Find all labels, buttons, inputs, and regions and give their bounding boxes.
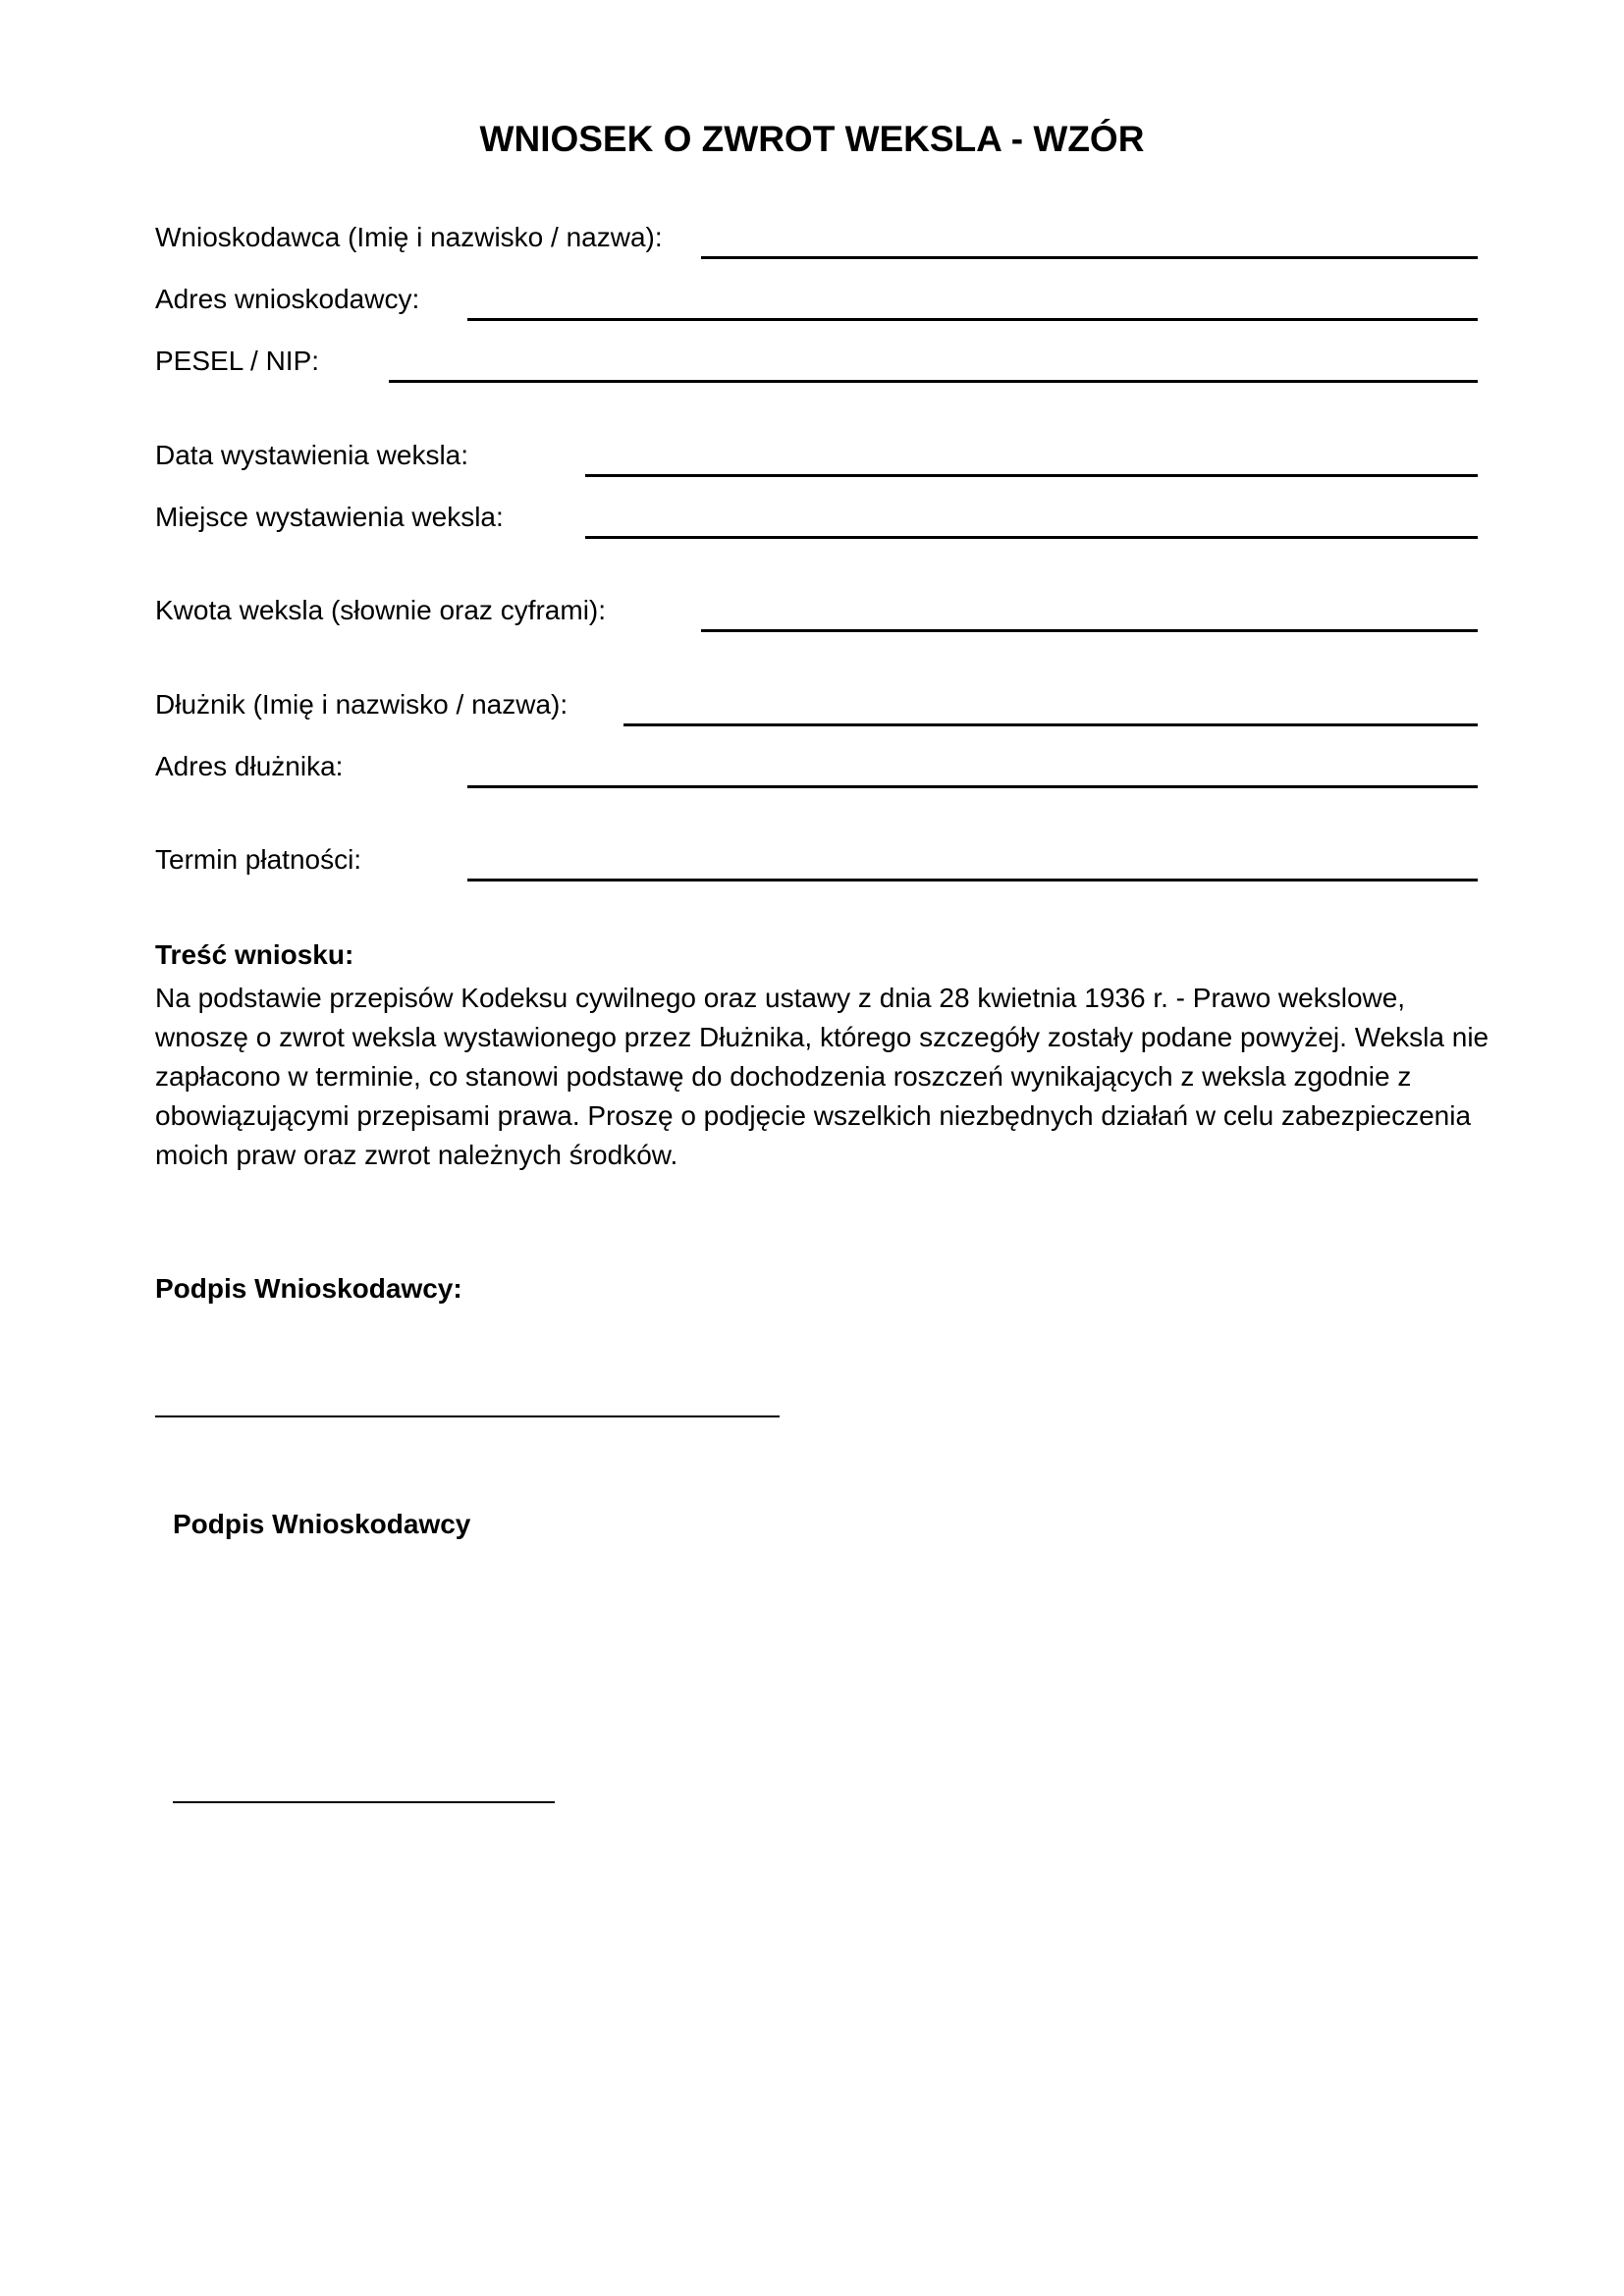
signature-line-primary[interactable] xyxy=(155,1415,780,1417)
field-amount xyxy=(155,591,1478,640)
field-pesel-nip xyxy=(155,342,1478,391)
field-label: Wnioskodawca (Imię i nazwisko / nazwa): xyxy=(155,222,663,252)
signature-line-secondary[interactable] xyxy=(173,1801,555,1803)
fill-in-line[interactable] xyxy=(585,536,1478,539)
field-label: Adres dłużnika: xyxy=(155,751,344,781)
fill-in-line[interactable] xyxy=(467,879,1478,881)
field-applicant-address xyxy=(155,280,1478,329)
field-applicant-name xyxy=(155,218,1478,267)
field-label: Termin płatności: xyxy=(155,844,362,875)
fill-in-line[interactable] xyxy=(701,629,1478,632)
fill-in-line[interactable] xyxy=(467,318,1478,321)
field-due-date xyxy=(155,840,1478,889)
document-title: WNIOSEK O ZWROT WEKSLA - WZÓR xyxy=(479,119,1145,159)
field-issue-date xyxy=(155,436,1478,485)
fill-in-line[interactable] xyxy=(389,380,1478,383)
signature-heading-secondary: Podpis Wnioskodawcy xyxy=(173,1509,471,1539)
field-label: Adres wnioskodawcy: xyxy=(155,284,420,314)
field-label: Kwota weksla (słownie oraz cyframi): xyxy=(155,595,607,625)
fill-in-line[interactable] xyxy=(467,785,1478,788)
fill-in-line[interactable] xyxy=(623,723,1478,726)
fill-in-line[interactable] xyxy=(585,474,1478,477)
field-label: PESEL / NIP: xyxy=(155,346,320,376)
field-debtor-name xyxy=(155,685,1478,734)
content-body: Na podstawie przepisów Kodeksu cywilnego oraz ustawy z dnia 28 kwietnia 1936 r. - Prawo wekslowe, wnoszę o zwrot weksla wystawionego przez Dłużnika, którego szczegóły zostały podane powyżej. Weksla nie zapłacono w terminie, co stanowi podstawę do dochodzenia roszczeń wynikających z weksla zgodnie z obowiązującymi przepisami prawa. Proszę o podjęcie wszelkich niezbędnych działań w celu zabezpieczenia moich praw oraz zwrot należnych środków. xyxy=(155,983,1489,1170)
content-heading: Treść wniosku: xyxy=(155,939,354,970)
field-label: Dłużnik (Imię i nazwisko / nazwa): xyxy=(155,689,568,720)
field-debtor-address xyxy=(155,747,1478,796)
field-label: Miejsce wystawienia weksla: xyxy=(155,502,504,532)
field-issue-place xyxy=(155,498,1478,547)
signature-heading-primary: Podpis Wnioskodawcy: xyxy=(155,1273,462,1304)
field-label: Data wystawienia weksla: xyxy=(155,440,469,470)
fill-in-line[interactable] xyxy=(701,256,1478,259)
